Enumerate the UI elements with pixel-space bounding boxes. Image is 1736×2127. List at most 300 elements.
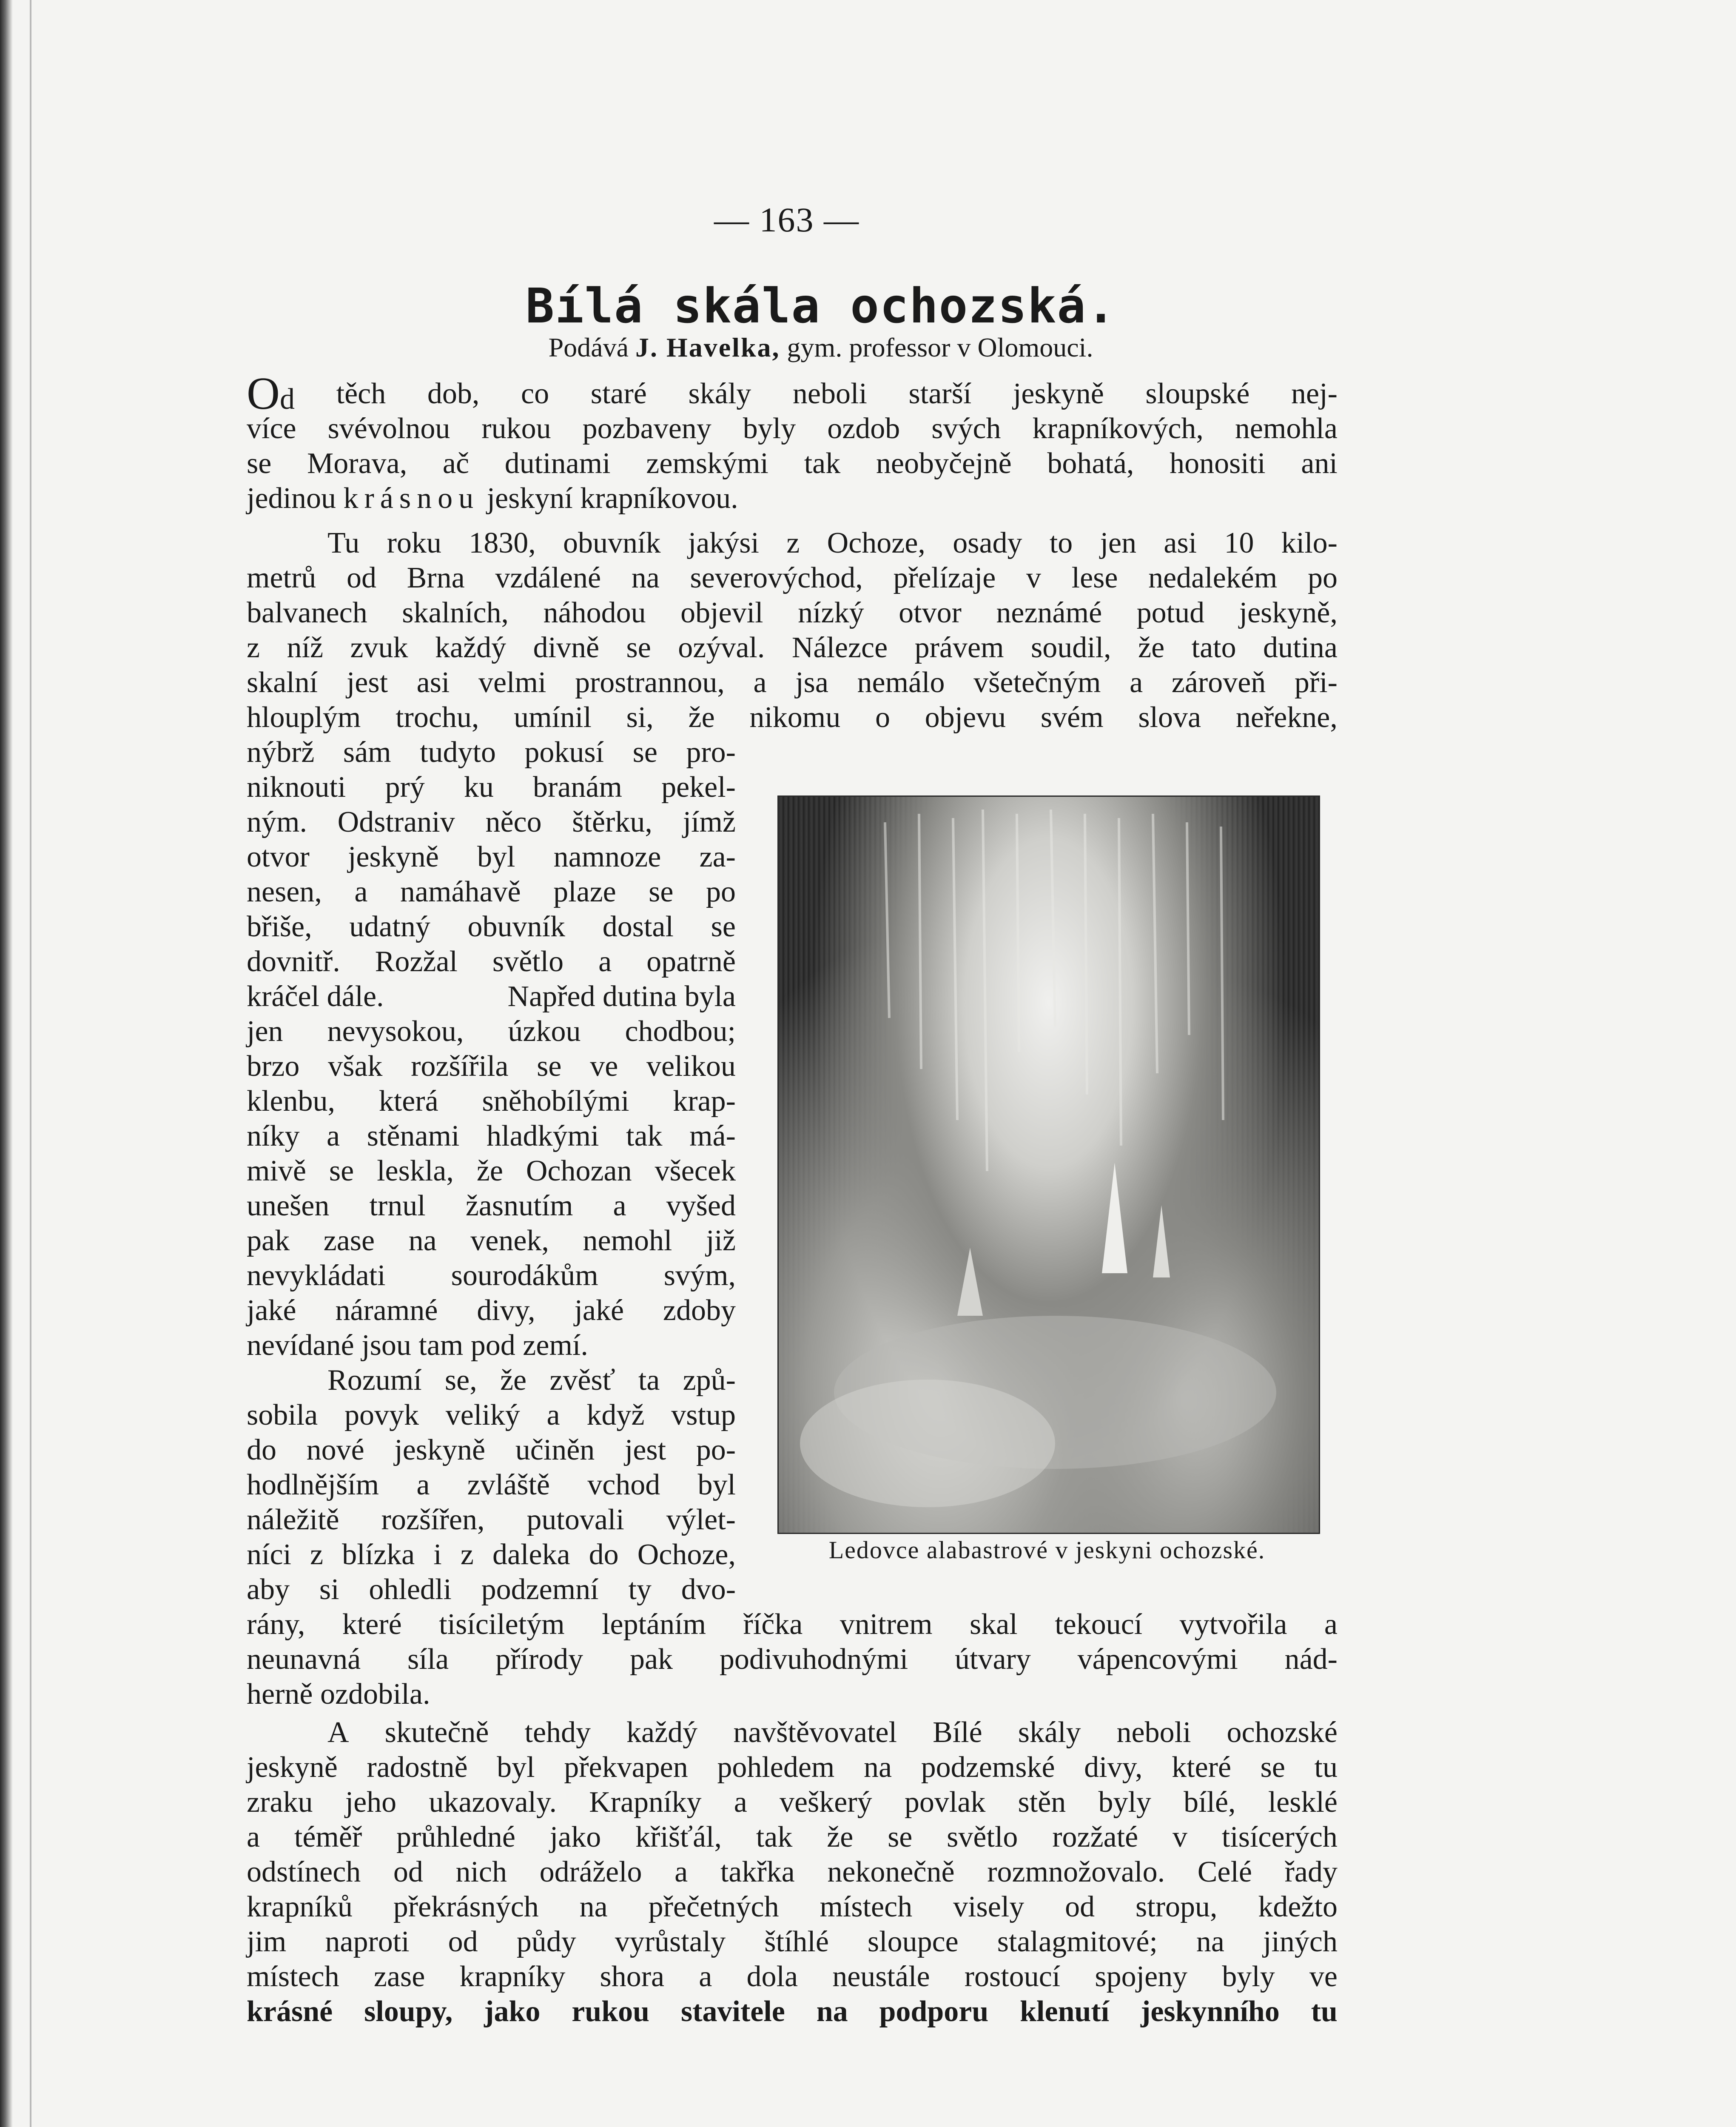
word: náležitě (247, 1503, 339, 1536)
word: krásné (247, 1995, 333, 2028)
text-line-15 (247, 875, 736, 910)
word: tisícerých (1221, 1821, 1338, 1853)
word: v (1026, 562, 1041, 594)
text-line-10 (247, 700, 1338, 735)
word: objevil (680, 596, 763, 629)
word: unešen (247, 1189, 330, 1222)
word: Morava, (307, 447, 407, 480)
word: plaze (553, 875, 616, 908)
word: neustále (832, 1960, 930, 1993)
text-line-23 (247, 1154, 736, 1189)
word: a (734, 1786, 747, 1819)
word: štěrku, (572, 806, 652, 838)
word: každý (626, 1716, 698, 1749)
word: nej- (1291, 377, 1338, 410)
word: téměř (294, 1821, 362, 1853)
word: rozšířila (411, 1050, 509, 1083)
word: stěn (1018, 1786, 1066, 1819)
byline-author: J. Havelka, (635, 332, 780, 362)
word: světlo (947, 1821, 1018, 1853)
word: se (1260, 1751, 1285, 1784)
word: jaké (247, 1294, 296, 1327)
word: leskla, (377, 1155, 454, 1187)
word: po- (696, 1434, 736, 1466)
word: útvary (955, 1643, 1031, 1676)
word: nýbrž (247, 736, 315, 769)
word: krapníků (247, 1890, 353, 1923)
word: na (863, 1751, 892, 1784)
word: trochu, (396, 701, 479, 734)
text-line-40 (247, 1750, 1338, 1785)
word: honositi (1170, 447, 1266, 480)
word: rozžaté (1052, 1821, 1138, 1853)
word: takřka (720, 1856, 795, 1888)
word: místech (820, 1890, 913, 1923)
word: opatrně (646, 945, 736, 978)
word: soudil, (1030, 631, 1111, 664)
word: že (476, 1155, 503, 1187)
drop-cap: O (247, 368, 280, 419)
word: na (408, 1224, 437, 1257)
word: skal (969, 1608, 1018, 1641)
word: nád- (1284, 1643, 1338, 1676)
text-line-27 (247, 1293, 736, 1328)
text-line-6 (247, 561, 1338, 596)
word: jen (247, 1015, 283, 1048)
word: nemohl (583, 1224, 672, 1257)
word: něco (485, 806, 542, 838)
word: řady (1284, 1856, 1338, 1888)
text-line-8 (247, 630, 1338, 665)
word: jeskynního (1141, 1995, 1280, 2028)
word: visely (953, 1890, 1025, 1923)
word: velmi (478, 666, 546, 699)
word: Krapníky (589, 1786, 702, 1819)
word: hodlnějším (247, 1468, 379, 1501)
word: zase (323, 1224, 375, 1257)
word: po (1307, 562, 1338, 594)
word: že (827, 1821, 854, 1853)
word: ochozské (1227, 1716, 1338, 1749)
word: nedalekém (1148, 562, 1278, 594)
word: hlouplým (247, 701, 361, 734)
word: povlak (904, 1786, 986, 1819)
text-line-20 (247, 1049, 736, 1084)
word: a (598, 945, 612, 978)
word: způ- (683, 1364, 736, 1397)
word: neznámé (996, 596, 1102, 629)
text-line-7 (247, 596, 1338, 630)
word: ným. (247, 806, 307, 838)
word: rukou (572, 1995, 650, 2028)
text-line-14 (247, 840, 736, 875)
word: pozbaveny (582, 412, 711, 445)
text-line-32 (247, 1468, 736, 1503)
word: skalních, (402, 596, 509, 629)
word: neobyčejně (876, 447, 1012, 480)
text-line-21 (247, 1084, 736, 1119)
word: rozšířen, (381, 1503, 485, 1536)
word: podporu (879, 1995, 989, 2028)
word: rozmnožovalo. (987, 1856, 1165, 1888)
word: ve (590, 1050, 618, 1083)
word: se (537, 1050, 562, 1083)
word: svým, (663, 1259, 736, 1292)
word: obuvník (563, 527, 661, 559)
word: dutina (1263, 631, 1338, 664)
word: daleka (492, 1538, 570, 1571)
word: ku (464, 771, 494, 804)
word: stěnami (367, 1120, 460, 1152)
text-line-4-emphasis: krásnou (343, 482, 480, 515)
word: Ochoze, (827, 527, 925, 559)
word: se (632, 736, 657, 769)
word: že (1138, 631, 1165, 664)
word: jeskyně, (1239, 596, 1338, 629)
text-line-31 (247, 1433, 736, 1468)
byline (468, 332, 1174, 363)
word: rostoucí (964, 1960, 1061, 1993)
word: slova (1138, 701, 1201, 734)
text-line-13 (247, 805, 736, 840)
word: Rozžal (375, 945, 458, 978)
word: nemálo (857, 666, 945, 699)
word: leptáním (602, 1608, 706, 1641)
word: otvor (247, 841, 310, 873)
word: níž (287, 631, 324, 664)
word: se, (444, 1364, 477, 1397)
word: sloupce (867, 1925, 959, 1958)
word: byl (477, 841, 515, 873)
text-line-41 (247, 1785, 1338, 1820)
word: vytvořila (1179, 1608, 1287, 1641)
word: dola (746, 1960, 798, 1993)
text-line-38-text: herně ozdobila. (247, 1678, 430, 1711)
word: krapníky (459, 1960, 566, 1993)
word: lesklé (1268, 1786, 1338, 1819)
word: všecek (655, 1155, 736, 1187)
word: z (460, 1538, 474, 1571)
word: více (247, 412, 296, 445)
word: severovýchod, (690, 562, 863, 594)
text-line-37 (247, 1642, 1338, 1677)
text-line-34 (247, 1537, 736, 1572)
word: si (319, 1573, 339, 1606)
word: z (247, 631, 260, 664)
word: přečetných (648, 1890, 779, 1923)
word: o (875, 701, 890, 734)
word: od (346, 562, 376, 594)
text-line-4-c: jeskyní krapníkovou. (487, 482, 738, 515)
text-line-5 (247, 526, 1338, 561)
word: jen (1100, 527, 1137, 559)
word: namáhavě (400, 875, 521, 908)
word: říčka (743, 1608, 803, 1641)
word: co (521, 377, 549, 410)
word: sloupské (1145, 377, 1250, 410)
word: objevu (925, 701, 1006, 734)
text-line-26 (247, 1258, 736, 1293)
word: které (342, 1608, 402, 1641)
word: prý (385, 771, 425, 804)
word: kilo- (1281, 527, 1338, 559)
text-line-28 (247, 1328, 736, 1363)
word: divy, (1084, 1751, 1143, 1784)
word: 10 (1224, 527, 1254, 559)
word: rukou (481, 412, 551, 445)
word: putovali (526, 1503, 624, 1536)
word: rány, (247, 1608, 305, 1641)
word: od (448, 1925, 478, 1958)
word: jeskyně (394, 1434, 486, 1466)
word: tato (1191, 631, 1236, 664)
word: z (786, 527, 800, 559)
word: metrů (247, 562, 316, 594)
scan-margin-line (30, 0, 31, 2127)
word: zraku (247, 1786, 313, 1819)
word: nikomu (749, 701, 841, 734)
word: tak (626, 1120, 663, 1152)
word: aby (247, 1573, 290, 1606)
word: nízký (798, 596, 864, 629)
word: dovnitř. (247, 945, 340, 978)
word: podzemní (481, 1573, 599, 1606)
word: povyk (344, 1399, 419, 1431)
word: břiše, (247, 910, 312, 943)
text-line-43 (247, 1855, 1338, 1890)
word: pohledem (717, 1751, 835, 1784)
word: ohledli (369, 1573, 452, 1606)
word: zvuk (350, 631, 408, 664)
word: se (711, 910, 736, 943)
word: asi (416, 666, 450, 699)
word: jeskyně (247, 1751, 338, 1784)
word: otvor (899, 596, 962, 629)
word: udatný (349, 910, 430, 943)
word: tekoucí (1055, 1608, 1143, 1641)
text-line-19 (247, 1014, 736, 1049)
word: podzemské (921, 1751, 1055, 1784)
word: jakýsi (688, 527, 759, 559)
word: dutinami (504, 447, 611, 480)
word: Brna (407, 562, 465, 594)
cave-illustration (777, 795, 1320, 1534)
word: 1830, (469, 527, 536, 559)
word: tak (756, 1821, 793, 1853)
word: má- (689, 1120, 736, 1152)
word: a (327, 1120, 340, 1152)
word: při- (1294, 666, 1338, 699)
text-line-38 (247, 1677, 1338, 1712)
word: tehdy (524, 1716, 591, 1749)
page-number: — 163 — (714, 200, 859, 239)
word: nekonečně (827, 1856, 955, 1888)
word: Tu (327, 527, 360, 559)
byline-suffix: gym. professor v Olomouci. (787, 332, 1093, 362)
word: se (888, 1821, 913, 1853)
word: tisíciletým (439, 1608, 565, 1641)
word: prostrannou, (575, 666, 725, 699)
word: ve (1309, 1960, 1338, 1993)
word: po (706, 875, 736, 908)
text-line-4 (247, 481, 1338, 516)
text-line-22 (247, 1119, 736, 1154)
word: půdy (516, 1925, 576, 1958)
text-line-4-a: jedinou (247, 482, 336, 515)
word: jeskyně (1013, 377, 1104, 410)
text-line-44 (247, 1890, 1338, 1925)
cave-illustration-drawing (779, 797, 1319, 1533)
text-line-18 (247, 979, 736, 1014)
word: že (500, 1364, 527, 1397)
word: krap- (673, 1085, 736, 1118)
text-line-29 (247, 1363, 736, 1398)
word: hladkými (487, 1120, 599, 1152)
word: svém (1040, 701, 1104, 734)
word: asi (1164, 527, 1197, 559)
word: se (649, 875, 674, 908)
text-line-2 (247, 411, 1338, 446)
word: neunavná (247, 1643, 361, 1676)
word: osady (953, 527, 1022, 559)
word: pokusí (524, 736, 604, 769)
word: tu (1311, 1995, 1338, 2028)
word: a (699, 1960, 712, 1993)
word: na (631, 562, 660, 594)
word: která (379, 1085, 438, 1118)
word: trnul (369, 1189, 426, 1222)
word: ač (442, 447, 470, 480)
word: skály (688, 377, 751, 410)
word: v (1173, 1821, 1188, 1853)
word: jim (247, 1925, 287, 1958)
word: výlet- (666, 1503, 736, 1536)
word: byl (697, 1468, 736, 1501)
word: žasnutím (465, 1189, 573, 1222)
word: odráželo (539, 1856, 642, 1888)
word: neboli (1116, 1716, 1191, 1749)
word: všetečným (973, 666, 1101, 699)
word: se (247, 447, 272, 480)
word: mivě (247, 1155, 306, 1187)
text-line-18-a: kráčel dále. (247, 980, 384, 1013)
word: průhledné (396, 1821, 515, 1853)
word: zároveň (1171, 666, 1266, 699)
word: jest (346, 666, 388, 699)
word: radostně (367, 1751, 468, 1784)
word: pak (247, 1224, 290, 1257)
word: každý (435, 631, 507, 664)
word: jest (624, 1434, 666, 1466)
word: překvapen (564, 1751, 688, 1784)
word: a (546, 1399, 560, 1431)
text-line-47 (247, 1994, 1338, 2029)
word: křišťál, (635, 1821, 722, 1853)
word: nich (455, 1856, 507, 1888)
word: se (626, 631, 651, 664)
word: blízka (342, 1538, 415, 1571)
word: dostal (602, 910, 674, 943)
word: nemohla (1235, 412, 1338, 445)
text-line-9 (247, 665, 1338, 700)
word: a (247, 1821, 260, 1853)
word: skály (1018, 1716, 1081, 1749)
word: veškerý (779, 1786, 872, 1819)
word: přelízaje (893, 562, 996, 594)
word: navštěvovatel (733, 1716, 897, 1749)
word: ty (628, 1573, 652, 1606)
word: nevysokou, (327, 1015, 464, 1048)
word: a (1130, 666, 1143, 699)
word: byl (497, 1751, 535, 1784)
word: sourodákům (451, 1259, 598, 1292)
word: nesen, (247, 875, 322, 908)
text-line-25 (247, 1223, 736, 1258)
text-line-46 (247, 1959, 1338, 1994)
word: velikou (646, 1050, 736, 1083)
word: ozýval. (678, 631, 765, 664)
word: stalagmitové; (997, 1925, 1158, 1958)
word: do (589, 1538, 619, 1571)
word: místech (247, 1960, 339, 1993)
word: sloupy, (364, 1995, 453, 2028)
text-line-30 (247, 1398, 736, 1433)
word: stropu, (1136, 1890, 1218, 1923)
word: tu (1314, 1751, 1338, 1784)
word: vyšed (666, 1189, 736, 1222)
word: níky (247, 1120, 300, 1152)
word: neboli (792, 377, 867, 410)
text-line-45 (247, 1925, 1338, 1959)
word: podivuhodnými (719, 1643, 908, 1676)
word: štíhlé (764, 1925, 829, 1958)
word: tak (804, 447, 841, 480)
word: svých (931, 412, 1001, 445)
text-line-28-text: nevídané jsou tam pod zemí. (247, 1329, 588, 1362)
word: kdežto (1258, 1890, 1338, 1923)
word: a (416, 1468, 430, 1501)
word: Od (247, 368, 295, 419)
word: jeho (345, 1786, 397, 1819)
word: ukazovaly. (429, 1786, 557, 1819)
text-line-36 (247, 1607, 1338, 1642)
word: těch (336, 377, 386, 410)
word: překrásných (393, 1890, 539, 1923)
word: chodbou; (625, 1015, 736, 1048)
word: spojeny (1095, 1960, 1188, 1993)
word: to (1049, 527, 1073, 559)
word: vnitrem (840, 1608, 933, 1641)
word: klenutí (1020, 1995, 1110, 2028)
word: učiněn (515, 1434, 595, 1466)
byline-prefix: Podává (548, 332, 629, 362)
word: naproti (325, 1925, 410, 1958)
word: a (354, 875, 368, 908)
text-line-12 (247, 770, 736, 805)
text-line-24 (247, 1189, 736, 1223)
word: tudyto (420, 736, 496, 769)
word: že (688, 701, 715, 734)
word: venek, (470, 1224, 549, 1257)
word: bílé, (1184, 1786, 1236, 1819)
word: již (706, 1224, 736, 1257)
word: shora (600, 1960, 665, 1993)
text-line-1 (247, 368, 1338, 419)
word: Nálezce (791, 631, 888, 664)
word: a (613, 1189, 626, 1222)
text-line-42 (247, 1820, 1338, 1855)
word: pak (629, 1643, 673, 1676)
